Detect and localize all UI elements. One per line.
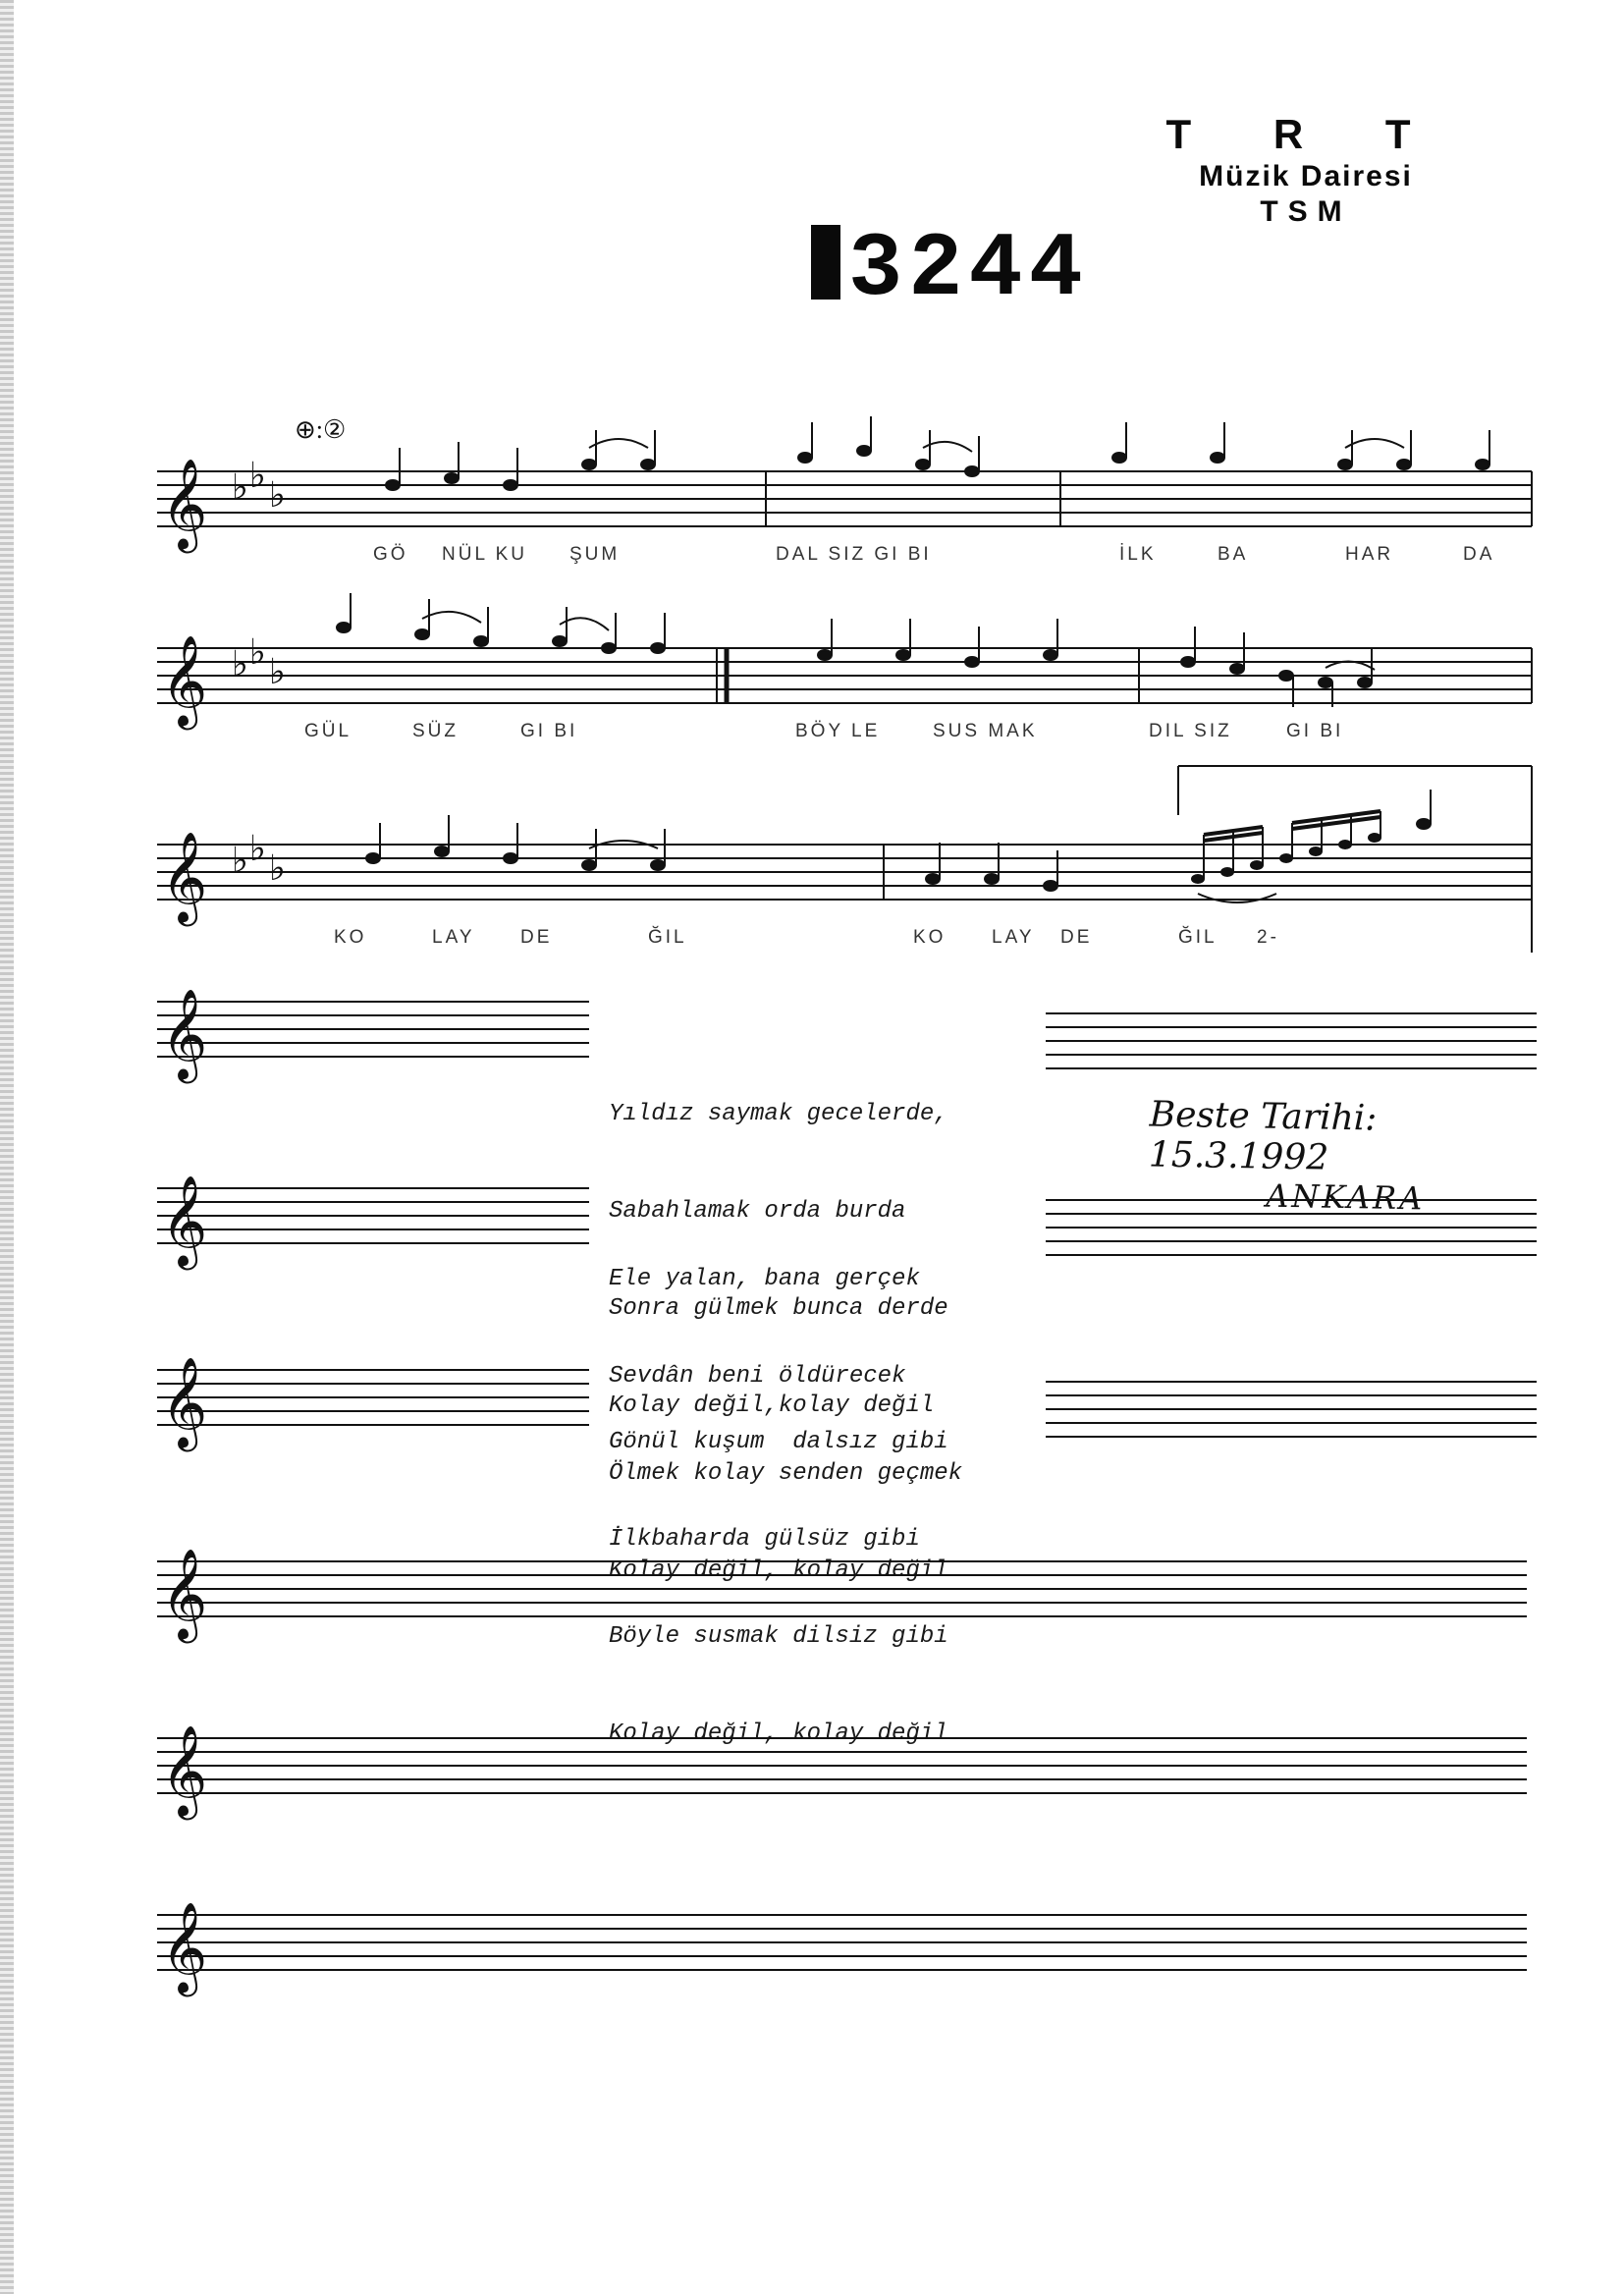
- syllable: GÖ: [373, 544, 408, 565]
- syllable: GÜL: [304, 721, 352, 741]
- lyric-line: Gönül kuşum dalsız gibi: [609, 1429, 948, 1455]
- treble-clef-icon: 𝄞: [161, 1356, 208, 1447]
- lyric-line: Böyle susmak dilsiz gibi: [609, 1623, 948, 1650]
- notes-system-1: [386, 416, 1489, 490]
- treble-clef-icon: 𝄞: [161, 1724, 208, 1816]
- treble-clef-icon: 𝄞: [161, 1901, 208, 1993]
- syllable: DE: [1060, 927, 1093, 948]
- empty-staff: [147, 1522, 1542, 1660]
- flat-icon: ♭: [269, 475, 286, 516]
- scan-edge: [0, 0, 14, 2294]
- flat-icon: ♭: [269, 848, 286, 889]
- composition-date: Beste Tarihi: 15.3.1992: [1148, 1094, 1378, 1178]
- lyric-line: Kolay değil, kolay değil: [609, 1557, 948, 1584]
- lyric-line: Sonra gülmek bunca derde: [609, 1295, 948, 1322]
- composition-place: ANKARA: [1265, 1176, 1426, 1218]
- flat-icon: ♭: [232, 467, 248, 508]
- treble-clef-icon: 𝄞: [161, 1548, 208, 1639]
- lyric-line: Kolay değil, kolay değil: [609, 1720, 948, 1747]
- flat-icon: ♭: [249, 456, 266, 496]
- syllable: SUS MAK: [933, 721, 1038, 741]
- trt-stamp: [1159, 110, 1453, 230]
- syllable: DA: [1463, 544, 1495, 565]
- syllable: SÜZ: [412, 721, 459, 741]
- treble-clef-icon: 𝄞: [161, 634, 208, 726]
- syllable: NÜL KU: [442, 544, 527, 565]
- treble-clef-icon: 𝄞: [161, 458, 208, 549]
- syllable: LAY: [992, 927, 1035, 948]
- lyric-line: Ölmek kolay senden geçmek: [609, 1460, 963, 1487]
- flat-icon: ♭: [269, 652, 286, 692]
- lyric-line: İlkbaharda gülsüz gibi: [609, 1526, 920, 1553]
- syllable: 2-: [1257, 927, 1279, 948]
- treble-clef-icon: 𝄞: [161, 988, 208, 1079]
- syllable: LAY: [432, 927, 475, 948]
- empty-staff: [147, 1876, 1542, 2013]
- archive-number: 3244: [811, 218, 1089, 321]
- syllable: BA: [1218, 544, 1249, 565]
- staff-system-2: [147, 589, 1542, 766]
- lyric-line: Ele yalan, bana gerçek: [609, 1266, 920, 1292]
- syllable: DE: [520, 927, 553, 948]
- syllable: DAL SIZ GI BI: [776, 544, 932, 565]
- syllable: KO: [913, 927, 947, 948]
- flat-icon: ♭: [249, 829, 266, 869]
- lyric-line: Sabahlamak orda burda: [609, 1198, 906, 1225]
- empty-staff: [147, 1699, 1542, 1836]
- syllable: İLK: [1119, 544, 1157, 565]
- syllable: BÖY LE: [795, 721, 881, 741]
- syllable: GI BI: [1286, 721, 1344, 741]
- syllable: ĞIL: [648, 927, 687, 948]
- flat-icon: ♭: [232, 841, 248, 881]
- stamp-line-2: Müzik Dairesi: [1199, 160, 1413, 192]
- stamp-line-3: TSM: [1260, 195, 1352, 228]
- flat-icon: ♭: [232, 644, 248, 684]
- coda-mark: ⊕:②: [295, 415, 347, 444]
- lyric-line: Sevdân beni öldürecek: [609, 1363, 906, 1390]
- notes-system-3: [366, 790, 1431, 891]
- lyric-line: Kolay değil,kolay değil: [609, 1393, 935, 1419]
- treble-clef-icon: 𝄞: [161, 1174, 208, 1266]
- syllable: KO: [334, 927, 367, 948]
- treble-clef-icon: 𝄞: [161, 831, 208, 922]
- stamp-line-1: T R T: [1165, 111, 1446, 157]
- lyric-line: Yıldız saymak gecelerde,: [609, 1101, 948, 1127]
- syllable: DIL SIZ: [1149, 721, 1232, 741]
- syllable: ĞIL: [1178, 927, 1218, 948]
- flat-icon: ♭: [249, 632, 266, 673]
- syllable: HAR: [1345, 544, 1394, 565]
- staff-system-1: [147, 403, 1542, 599]
- syllable: GI BI: [520, 721, 578, 741]
- syllable: ŞUM: [569, 544, 621, 565]
- staff-system-3: [147, 756, 1542, 962]
